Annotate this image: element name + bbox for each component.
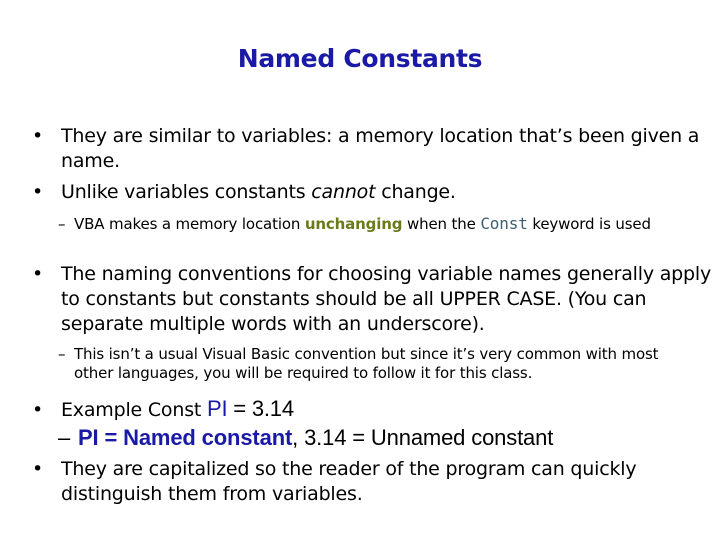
bullet-text: They are similar to variables: a memory location that’s been given a name. <box>61 125 700 172</box>
bullet-icon: • <box>32 458 44 480</box>
subbullet-text-mid: when the <box>402 215 481 233</box>
bullet-text: Unlike variables constants <box>61 181 312 203</box>
bullet-cannot-change <box>30 180 711 205</box>
subbullet-text-end: keyword is used <box>527 215 651 233</box>
constant-name: PI <box>207 396 228 421</box>
bullet-icon: • <box>32 181 44 203</box>
bullet-capitalized <box>30 457 711 507</box>
bullet-text: The naming conventions for choosing variable names generally apply to constants but constants should be all UPPER CASE. (You can separate multiple words with an underscore). <box>61 263 712 335</box>
bullet-example-const <box>30 396 711 423</box>
constant-value: = 3.14 <box>227 396 294 421</box>
bullet-text: Example Const <box>61 399 207 421</box>
highlight-unchanging: unchanging <box>304 215 403 233</box>
bullet-icon: • <box>32 125 44 147</box>
emphasis-text: cannot <box>311 181 376 203</box>
bullet-icon: • <box>32 399 44 421</box>
bullet-text-end: change. <box>375 181 456 203</box>
dash-icon: – <box>58 425 71 450</box>
bullet-text: They are capitalized so the reader of the program can quickly distinguish them from variables. <box>61 458 637 505</box>
bullet-icon: • <box>32 263 44 285</box>
bullet-naming-conventions <box>30 262 711 337</box>
code-const: Const <box>480 214 528 233</box>
dash-icon: – <box>58 215 66 233</box>
unnamed-constant-label: , 3.14 = Unnamed constant <box>292 425 554 450</box>
subbullet-const-keyword <box>58 214 694 234</box>
subbullet-text: VBA makes a memory location <box>74 215 305 233</box>
slide-title: Named Constants <box>237 44 483 73</box>
subbullet-convention-note <box>58 345 694 383</box>
dash-icon: – <box>58 345 66 363</box>
subbullet-text: This isn’t a usual Visual Basic convention but since it’s very common with most other languages, you will be required to follow it for this class. <box>74 345 659 382</box>
bullet-similar-to-variables <box>30 124 711 174</box>
named-constant-label: PI = Named constant <box>78 425 293 450</box>
subbullet-named-constant <box>58 424 698 452</box>
